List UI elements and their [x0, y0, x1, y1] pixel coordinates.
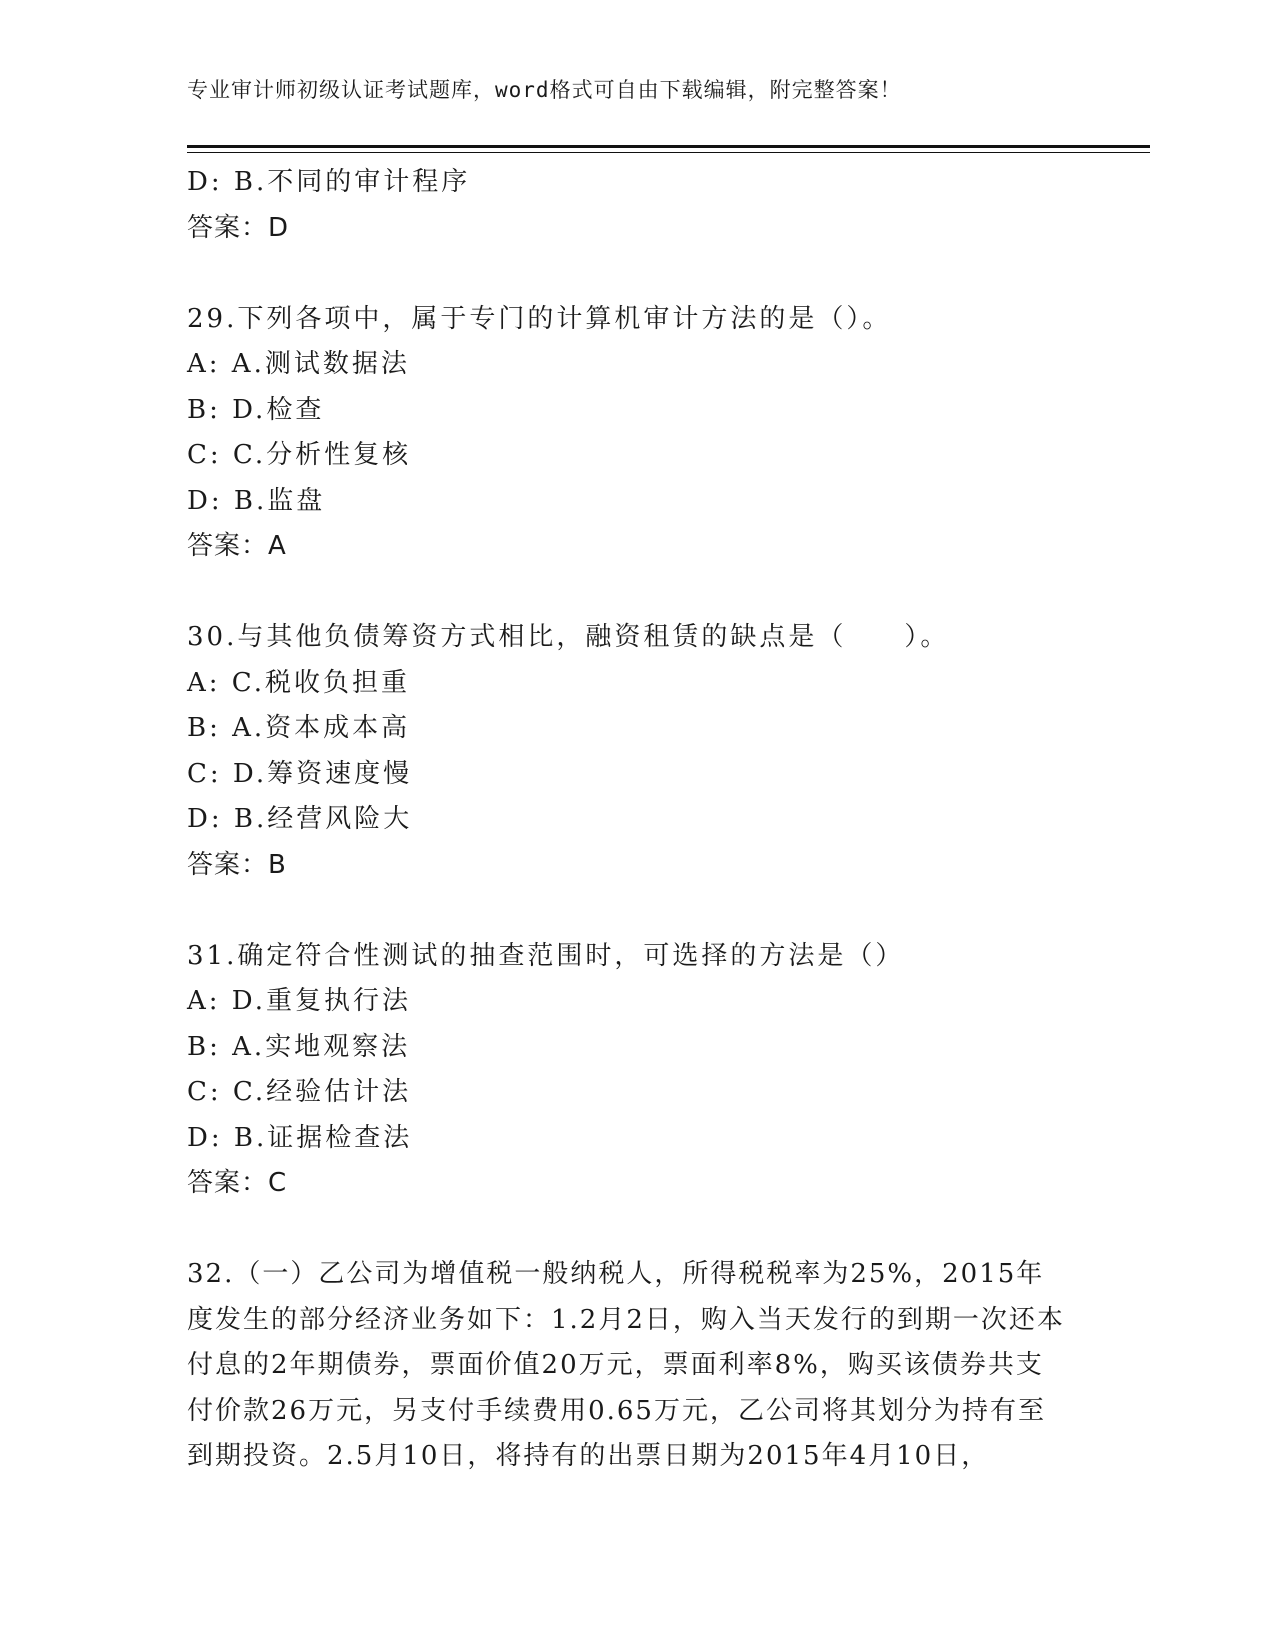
- header-rule-thin: [187, 152, 1150, 153]
- option-c: C: C.经验估计法: [187, 1077, 412, 1107]
- option-c: C: C.分析性复核: [187, 440, 412, 470]
- option-a: A: D.重复执行法: [187, 986, 411, 1016]
- answer: 答案：C: [187, 1168, 288, 1198]
- option-d: D: B.监盘: [187, 485, 326, 516]
- question-32-text: 32.（一）乙公司为增值税一般纳税人，所得税税率为25%，2015年度发生的部分经济业务如下：1.2月2日，购入当天发行的到期一次还本付息的2年期债券，票面价值20万元，票面利率8%，购买该债券共支付价款26万元，另支付手续费用0.65万元，乙公司将其划分为持有至到期投资。2.5月10日，将持有的出票日期为2015年4月10日，: [187, 1259, 1065, 1471]
- header-rule-thick: [187, 145, 1150, 148]
- question-stem: 30.与其他负债筹资方式相比，融资租赁的缺点是（ ）。: [187, 622, 950, 652]
- option-b: B: A.实地观察法: [187, 1031, 411, 1062]
- answer: 答案：A: [187, 531, 287, 561]
- answer: 答案：B: [187, 849, 287, 880]
- question-stem: 29.下列各项中，属于专门的计算机审计方法的是（）。: [187, 303, 892, 334]
- option-b: B: D.检查: [187, 394, 325, 425]
- question-30: [187, 615, 1087, 888]
- option-a: A: A.测试数据法: [187, 349, 410, 379]
- question-stem: 31.确定符合性测试的抽查范围时，可选择的方法是（）: [187, 940, 905, 971]
- page-header: 专业审计师初级认证考试题库，word格式可自由下载编辑，附完整答案！: [187, 78, 902, 102]
- question-31: [187, 934, 1087, 1207]
- option-d: D: B.经营风险大: [187, 804, 413, 834]
- document-body: [187, 160, 1087, 1480]
- answer: 答案：D: [187, 212, 290, 243]
- question-29: [187, 297, 1087, 570]
- option-d: D: B.不同的审计程序: [187, 167, 471, 197]
- option-d: D: B.证据检查法: [187, 1122, 413, 1153]
- option-b: B: A.资本成本高: [187, 713, 411, 743]
- option-c: C: D.筹资速度慢: [187, 758, 413, 789]
- option-a: A: C.税收负担重: [187, 667, 411, 698]
